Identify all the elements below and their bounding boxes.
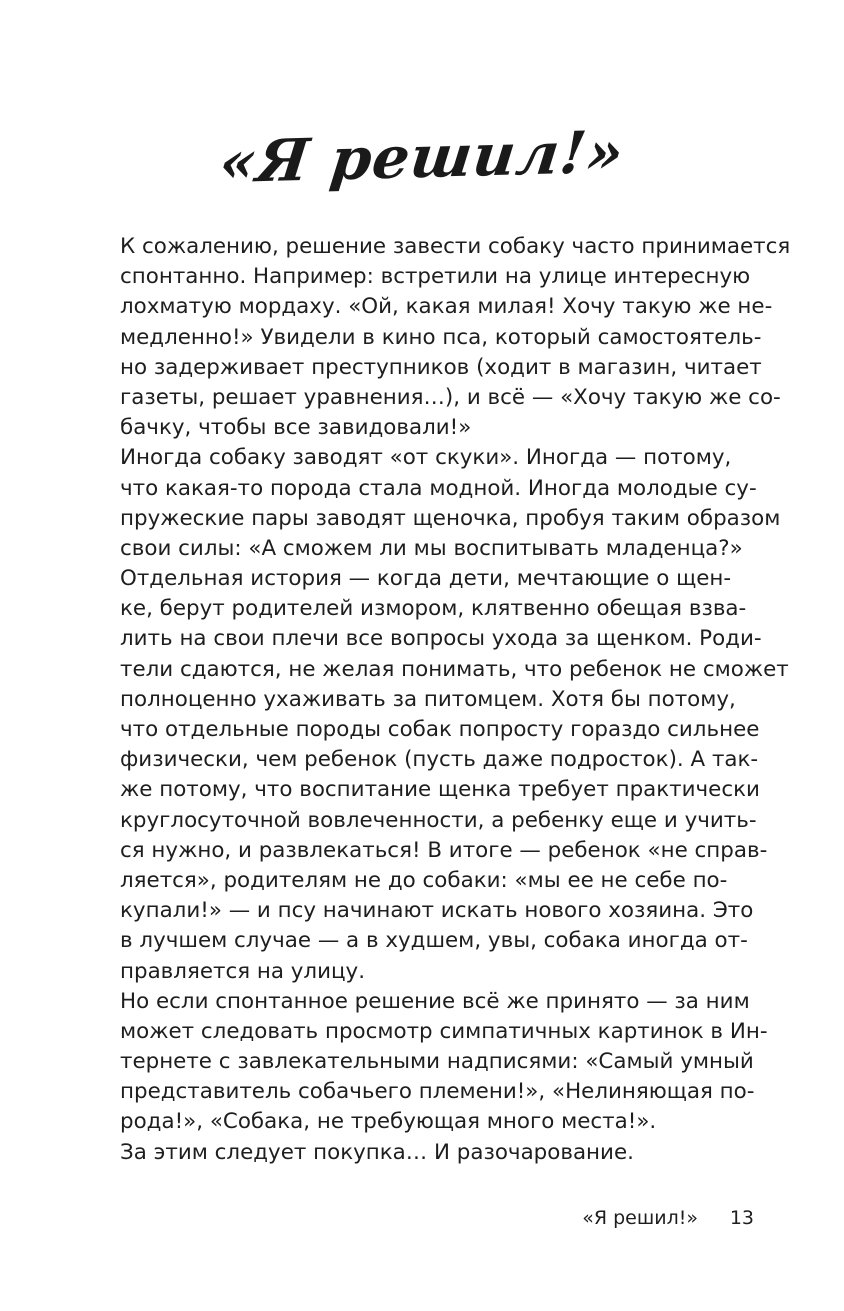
text-line: бачку, чтобы все завидовали!» [120, 415, 472, 441]
text-line: Отдельная история — когда дети, мечтающие о щен- [120, 566, 732, 592]
paragraph-5 [120, 1138, 710, 1168]
chapter-title: «Я решил!» [216, 117, 628, 197]
text-line: спонтанно. Например: встретили на улице интересную [120, 264, 751, 290]
text-line: К сожалению, решение завести собаку часто принимается [120, 234, 791, 259]
text-line: Иногда собаку заводят «от скуки». Иногда — потому, [120, 445, 732, 471]
text-line: ляется», родителям не до собаки: «мы ее не себе по- [120, 867, 728, 893]
text-line: ке, берут родителей измором, клятвенно обещая взва- [120, 596, 747, 622]
text-line: физически, чем ребенок (пусть даже подросток). А так- [120, 747, 759, 773]
paragraph-4 [120, 987, 768, 1138]
page-number: 13 [729, 1207, 754, 1229]
paragraph-2 [120, 443, 781, 564]
text-line: свои силы: «А сможем ли мы воспитывать младенца?» [120, 535, 743, 561]
text-line: что какая-то порода стала модной. Иногда молодые су- [120, 475, 757, 501]
text-line: тернете с завлекательными надписями: «Самый умный [120, 1049, 754, 1075]
text-line: тели сдаются, не желая понимать, что ребенок не сможет [120, 656, 789, 682]
text-line: может следовать просмотр симпатичных картинок в Ин- [120, 1018, 768, 1044]
text-line: Но если спонтанное решение всё же принято — за ним [120, 988, 750, 1014]
page-footer [0, 1203, 844, 1233]
text-line: но задерживает преступников (ходит в магазин, читает [120, 354, 762, 380]
text-line: пружеские пары заводят щеночка, пробуя таким образом [120, 505, 781, 531]
text-line: круглосуточной вовлеченности, а ребенку еще и учить- [120, 807, 757, 833]
text-line: купали!» — и псу начинают искать нового хозяина. Это [120, 898, 754, 924]
text-line: полноценно ухаживать за питомцем. Хотя бы потому, [120, 686, 736, 712]
paragraph-3 [120, 564, 789, 987]
text-line: представитель собачьего племени!», «Нелиняющая по- [120, 1079, 755, 1105]
body-text [120, 232, 791, 1168]
text-line: лить на свои плечи все вопросы ухода за щенком. Роди- [120, 626, 762, 652]
text-line: рода!», «Собака, не требующая много места!». [120, 1109, 657, 1135]
text-line: же потому, что воспитание щенка требует практически [120, 777, 760, 803]
text-line: лохматую мордаху. «Ой, какая милая! Хочу такую же не- [120, 294, 773, 320]
text-line: ся нужно, и развлекаться! В итоге — ребенок «не справ- [120, 837, 768, 863]
text-line: медленно!» Увидели в кино пса, который самостоятель- [120, 324, 762, 350]
text-line: что отдельные породы собак попросту гораздо сильнее [120, 717, 760, 742]
text-line: в лучшем случае — а в худшем, увы, собака иногда от- [120, 928, 748, 954]
text-line: За этим следует покупка… И разочарование. [120, 1139, 634, 1165]
running-head: «Я решил!» [582, 1207, 698, 1229]
paragraph-1 [120, 232, 791, 443]
text-line: газеты, решает уравнения…), и всё — «Хочу такую же со- [120, 384, 781, 410]
text-line: правляется на улицу. [120, 958, 366, 984]
